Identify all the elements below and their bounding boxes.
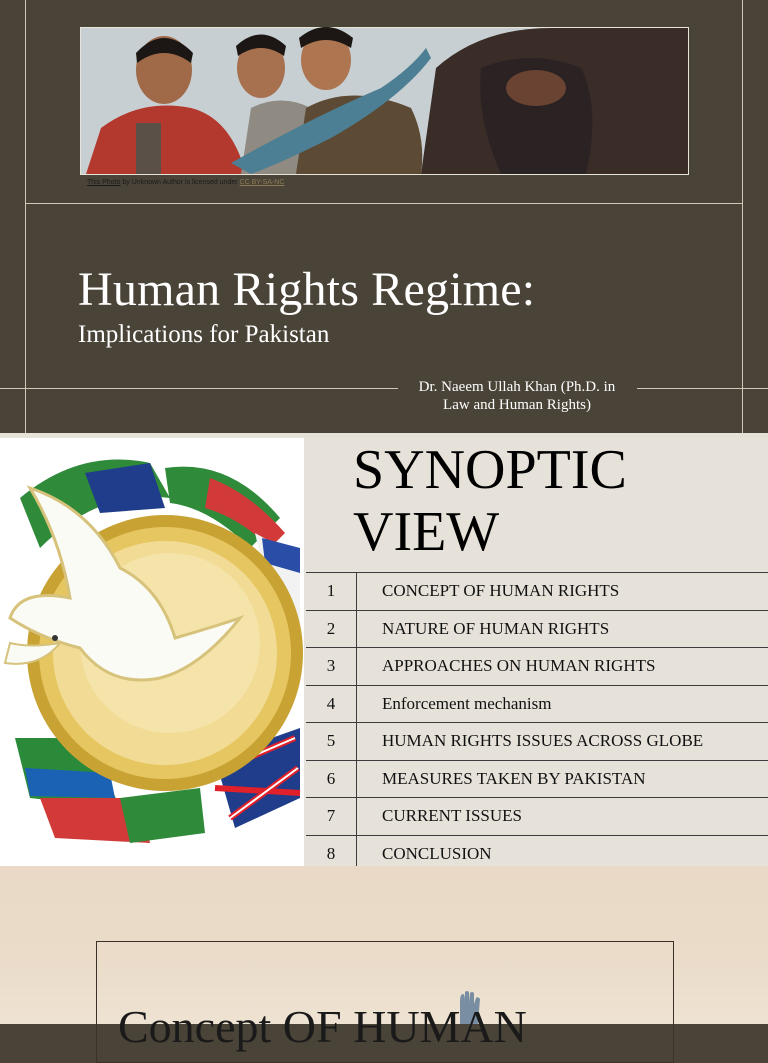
license-link[interactable]: CC BY-SA-NC <box>239 179 285 186</box>
toc-row <box>306 797 768 835</box>
toc-row <box>306 760 768 798</box>
photo-credit <box>87 179 284 186</box>
slide-subtitle: Implications for Pakistan <box>78 321 330 348</box>
frame-line-right <box>742 0 743 433</box>
toc-item-number: 5 <box>306 723 357 760</box>
divider-line-right <box>637 388 768 389</box>
photo-credit-link[interactable]: This Photo <box>87 179 121 186</box>
frame-line-top <box>25 203 743 204</box>
toc-row <box>306 722 768 760</box>
divider-line-left <box>0 388 398 389</box>
toc-row <box>306 685 768 723</box>
boys-photo <box>80 27 689 175</box>
toc-item-label: APPROACHES ON HUMAN RIGHTS <box>382 656 656 676</box>
toc-item-number: 6 <box>306 761 357 798</box>
synoptic-view-slide <box>0 433 768 866</box>
synoptic-title <box>353 439 753 563</box>
title-slide <box>0 0 768 433</box>
contents-table <box>306 572 768 872</box>
toc-item-label: HUMAN RIGHTS ISSUES ACROSS GLOBE <box>382 731 704 751</box>
toc-item-label: Enforcement mechanism <box>382 693 552 713</box>
toc-item-label: CONCEPT OF HUMAN RIGHTS <box>382 581 620 601</box>
toc-item-number: 4 <box>306 686 357 723</box>
synoptic-title-line-2: VIEW <box>353 501 500 563</box>
toc-item-number: 1 <box>306 573 357 610</box>
toc-item-label: NATURE OF HUMAN RIGHTS <box>382 618 610 638</box>
toc-item-number: 7 <box>306 798 357 835</box>
toc-item-number: 3 <box>306 648 357 685</box>
toc-row <box>306 610 768 648</box>
slide-title: Human Rights Regime: <box>78 263 536 316</box>
synoptic-title-line-1: SYNOPTIC <box>353 439 627 501</box>
toc-item-number: 8 <box>306 836 357 873</box>
toc-row <box>306 647 768 685</box>
toc-row <box>306 572 768 610</box>
toc-item-label: CONCLUSION <box>382 843 492 863</box>
author-block <box>404 378 630 414</box>
toc-item-label: MEASURES TAKEN BY PAKISTAN <box>382 768 646 788</box>
concept-slide <box>0 866 768 1052</box>
frame-line-left <box>25 0 26 433</box>
concept-title: Concept OF HUMAN <box>118 1001 527 1052</box>
toc-item-label: CURRENT ISSUES <box>382 806 522 826</box>
photo-credit-text: by Unknown Author is licensed under <box>120 179 240 186</box>
author-line-2: Law and Human Rights) <box>443 397 591 413</box>
author-line-1: Dr. Naeem Ullah Khan (Ph.D. in <box>418 379 616 395</box>
photo-illustration <box>81 28 688 174</box>
dove-medal-illustration <box>0 438 304 866</box>
toc-item-number: 2 <box>306 611 357 648</box>
peace-dove-emblem <box>0 438 304 866</box>
